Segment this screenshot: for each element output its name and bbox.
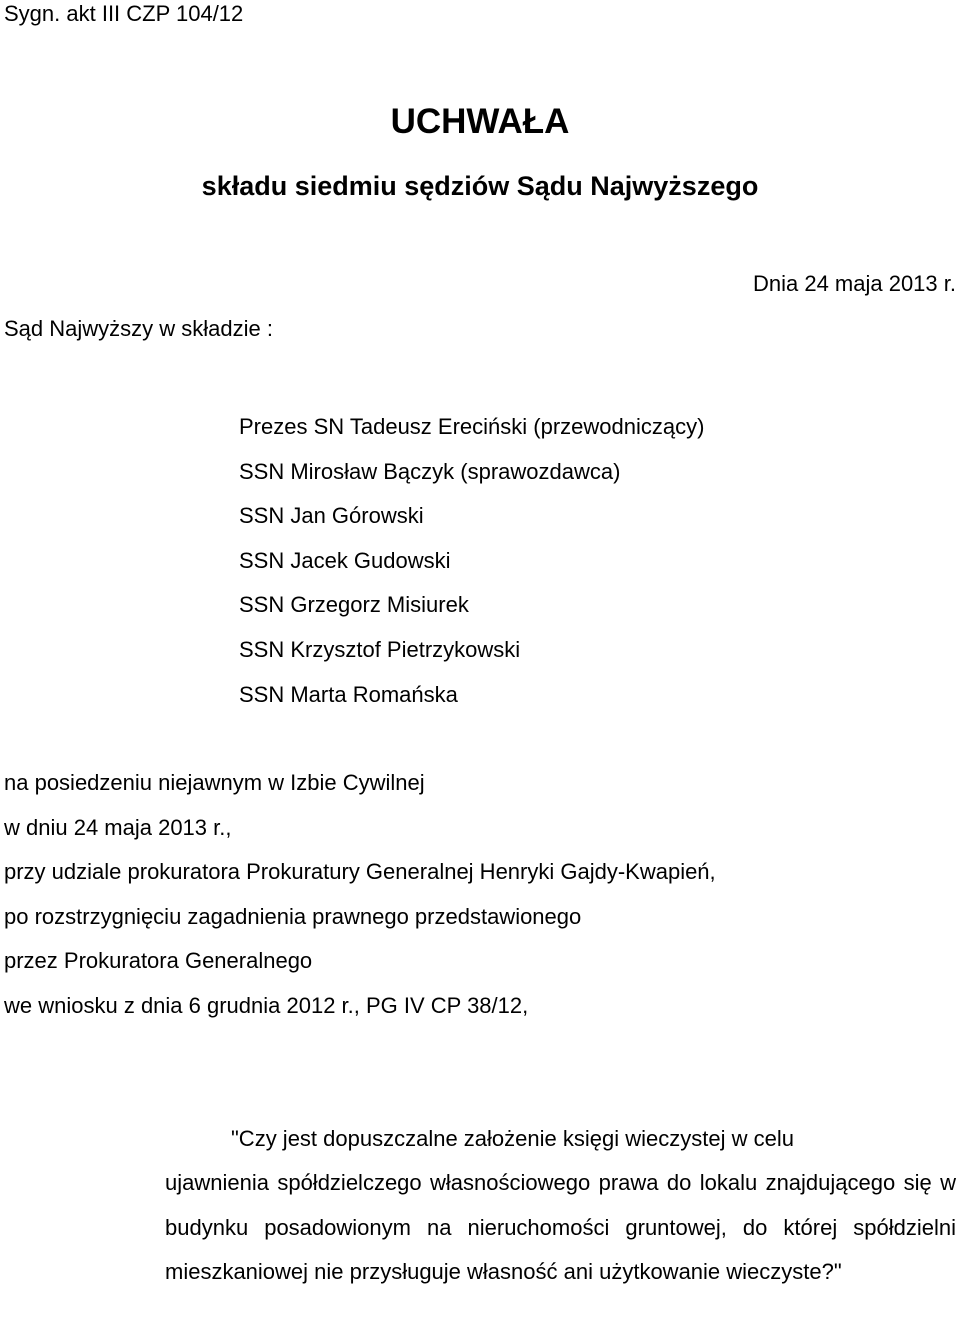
judge-item: SSN Jan Górowski	[239, 503, 424, 529]
document-subtitle: składu siedmiu sędziów Sądu Najwyższego	[201, 171, 759, 201]
document-title: UCHWAŁA	[390, 102, 570, 141]
session-line: przy udziale prokuratora Prokuratury Generalnej Henryki Gajdy-Kwapień,	[4, 859, 716, 885]
session-line: w dniu 24 maja 2013 r.,	[4, 814, 232, 840]
resolution-date: Dnia 24 maja 2013 r.	[752, 271, 956, 296]
judge-item: SSN Marta Romańska	[239, 681, 458, 707]
session-details	[4, 761, 716, 1029]
court-composition-label: Sąd Najwyższy w składzie :	[4, 316, 273, 341]
judge-item: SSN Krzysztof Pietrzykowski	[239, 636, 521, 662]
session-line: po rozstrzygnięciu zagadnienia prawnego przedstawionego	[4, 903, 582, 929]
judge-item: SSN Mirosław Bączyk (sprawozdawca)	[239, 458, 621, 484]
judge-item: SSN Jacek Gudowski	[239, 547, 451, 573]
legal-question-first-line: "Czy jest dopuszczalne założenie księgi wieczystej w celu	[231, 1126, 794, 1151]
judges-list	[239, 405, 704, 717]
session-line: we wniosku z dnia 6 grudnia 2012 r., PG IV CP 38/12,	[4, 992, 529, 1018]
legal-question	[165, 1117, 956, 1295]
legal-question-continuation: ujawnienia spółdzielczego własnościowego prawa do lokalu znajdującego się w budynku posadowionym na nieruchomości gruntowej, do której spółdzielni mieszkaniowej nie przysługuje własność ani użytkowanie wieczyste?"	[165, 1170, 956, 1285]
judge-item: SSN Grzegorz Misiurek	[239, 592, 469, 618]
session-line: na posiedzeniu niejawnym w Izbie Cywilnej	[4, 770, 425, 795]
judge-item: Prezes SN Tadeusz Ereciński (przewodniczący)	[239, 414, 705, 439]
case-reference: Sygn. akt III CZP 104/12	[4, 1, 244, 26]
session-line: przez Prokuratora Generalnego	[4, 948, 313, 974]
